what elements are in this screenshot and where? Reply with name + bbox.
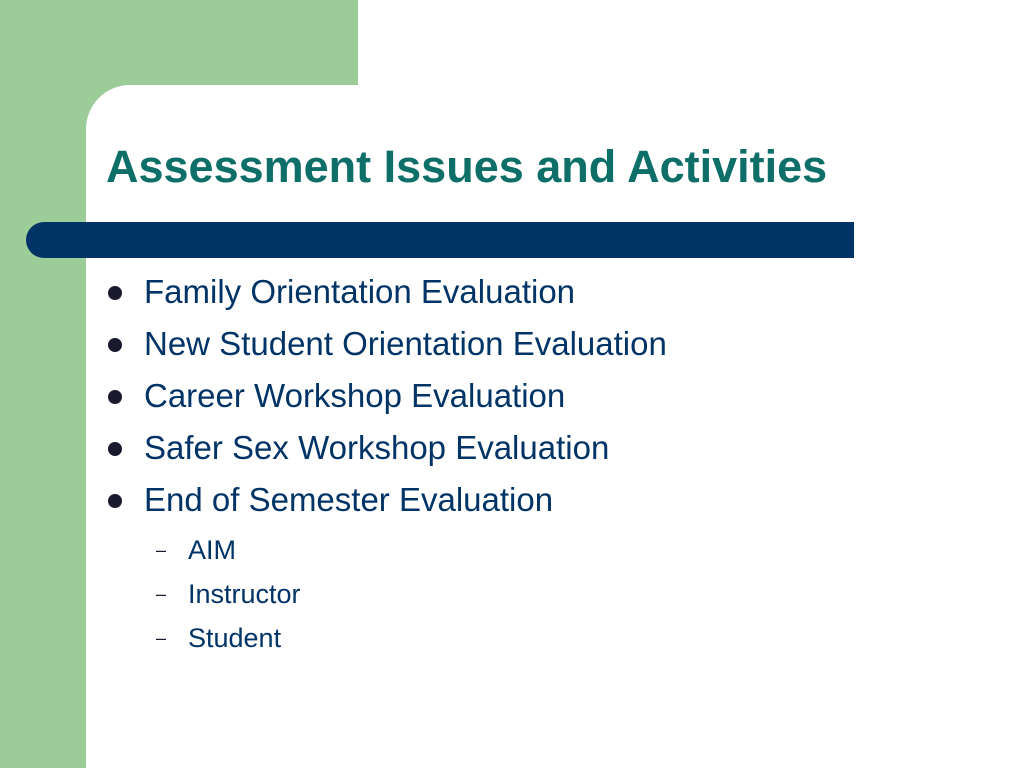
- bullet-text: End of Semester Evaluation: [144, 481, 554, 518]
- bullet-text: New Student Orientation Evaluation: [144, 325, 667, 362]
- title-underline-bar: [26, 222, 854, 258]
- bullet-dot-icon: [108, 390, 122, 404]
- bullet-dot-icon: [108, 286, 122, 300]
- bullet-text: Family Orientation Evaluation: [144, 273, 576, 310]
- sub-bullet-text: Student: [188, 623, 282, 653]
- bullet-text: Safer Sex Workshop Evaluation: [144, 429, 610, 466]
- sub-bullet-text: AIM: [188, 535, 237, 565]
- slide-title: Assessment Issues and Activities: [106, 141, 828, 192]
- bullet-dot-icon: [108, 338, 122, 352]
- dash-icon: –: [156, 584, 167, 604]
- dash-icon: –: [156, 628, 167, 648]
- dash-icon: –: [156, 540, 167, 560]
- sub-bullet-text: Instructor: [188, 579, 301, 609]
- bullet-dot-icon: [108, 442, 122, 456]
- bullet-dot-icon: [108, 494, 122, 508]
- bullet-text: Career Workshop Evaluation: [144, 377, 566, 414]
